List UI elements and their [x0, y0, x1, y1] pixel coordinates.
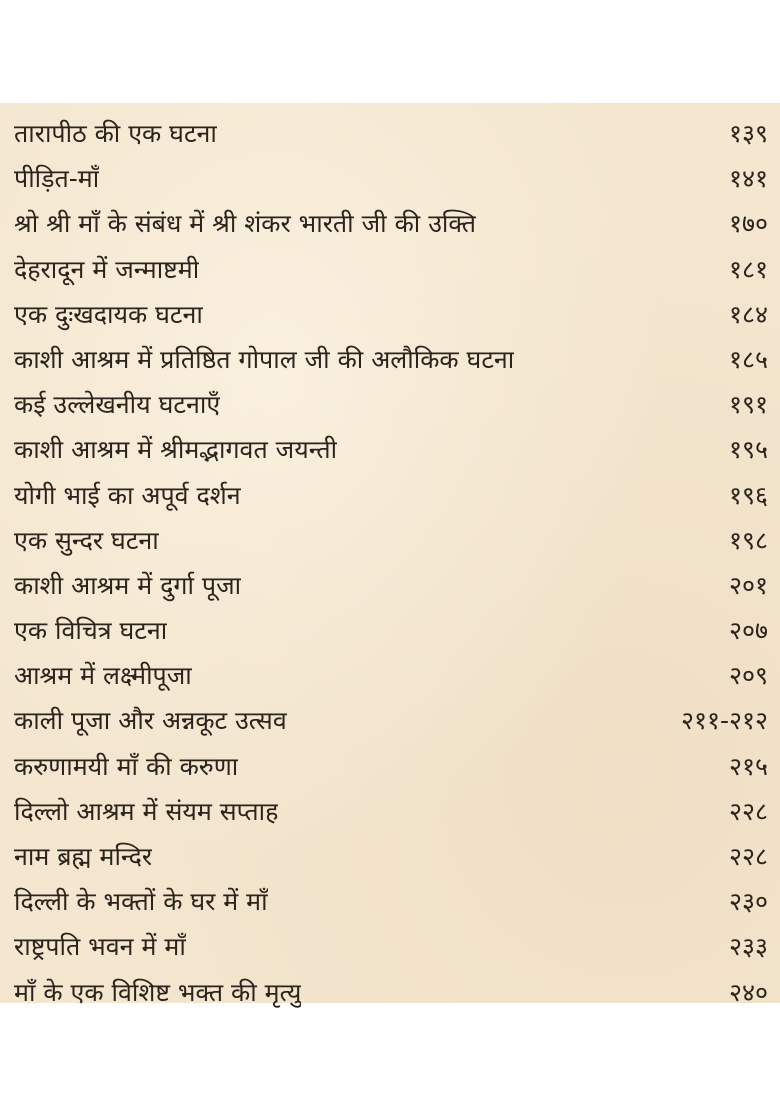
entry-title: देहरादून में जन्माष्टमी	[14, 254, 200, 284]
toc-entry	[14, 473, 768, 518]
table-of-contents	[14, 111, 768, 1015]
toc-entry	[14, 563, 768, 608]
entry-page-number: २०९	[728, 661, 768, 691]
toc-entry	[14, 292, 768, 337]
entry-page-number: २४०	[728, 977, 768, 1007]
entry-page-number: १९८	[728, 525, 768, 555]
entry-title: नाम ब्रह्म मन्दिर	[14, 842, 153, 871]
toc-entry	[14, 744, 768, 789]
entry-title: पीड़ित-माँ	[14, 164, 100, 194]
toc-entry	[14, 970, 768, 1015]
entry-page-number: १४१	[728, 164, 768, 194]
toc-entry	[14, 518, 768, 563]
toc-entry	[14, 427, 768, 472]
entry-title: आश्रम में लक्ष्मीपूजा	[14, 661, 192, 691]
entry-title: योगी भाई का अपूर्व दर्शन	[14, 480, 241, 510]
entry-page-number: २३०	[728, 887, 768, 917]
toc-entry	[14, 924, 768, 969]
toc-entry	[14, 382, 768, 427]
toc-entry	[14, 789, 768, 834]
entry-page-number: १३९	[728, 119, 768, 148]
toc-entry	[14, 156, 768, 201]
toc-entry	[14, 247, 768, 292]
entry-title: एक विचित्र घटना	[14, 616, 168, 646]
entry-page-number: २११-२१२	[680, 706, 768, 736]
entry-title: दिल्ली के भक्तों के घर में माँ	[14, 887, 268, 917]
entry-page-number: १८५	[728, 344, 768, 374]
toc-entry	[14, 653, 768, 698]
entry-title: तारापीठ की एक घटना	[14, 119, 217, 148]
entry-title: एक दुःखदायक घटना	[14, 299, 203, 329]
toc-entry	[14, 201, 768, 246]
entry-title: श्रो श्री माँ के संबंध में श्री शंकर भारती जी की उक्ति	[14, 209, 477, 239]
entry-title: दिल्लो आश्रम में संयम सप्ताह	[14, 796, 279, 826]
entry-page-number: १७०	[728, 209, 768, 239]
entry-page-number: २२८	[728, 796, 768, 826]
entry-page-number: १८४	[728, 299, 768, 329]
toc-entry	[14, 608, 768, 653]
entry-title: करुणामयी माँ की करुणा	[14, 751, 239, 781]
entry-title: एक सुन्दर घटना	[14, 525, 159, 555]
entry-page-number: १८१	[728, 254, 768, 284]
entry-page-number: २२८	[728, 842, 768, 871]
entry-title: माँ के एक विशिष्ट भक्त की मृत्यु	[14, 977, 302, 1007]
entry-page-number: १९५	[728, 435, 768, 465]
entry-title: काली पूजा और अन्नकूट उत्सव	[14, 706, 287, 736]
toc-entry	[14, 337, 768, 382]
entry-page-number: २३३	[728, 932, 768, 962]
toc-entry	[14, 698, 768, 743]
entry-title: कई उल्लेखनीय घटनाएँ	[14, 390, 221, 420]
entry-page-number: २१५	[728, 751, 768, 781]
entry-page-number: १९६	[728, 480, 768, 510]
entry-title: काशी आश्रम में प्रतिष्ठित गोपाल जी की अलौकिक घटना	[14, 344, 515, 374]
entry-title: काशी आश्रम में श्रीमद्भागवत जयन्ती	[14, 435, 338, 465]
toc-entry	[14, 111, 768, 156]
entry-title: राष्ट्रपति भवन में माँ	[14, 932, 186, 962]
entry-page-number: २०१	[728, 570, 768, 600]
entry-page-number: २०७	[728, 616, 768, 646]
toc-entry	[14, 879, 768, 924]
toc-entry	[14, 834, 768, 879]
entry-page-number: १९१	[728, 390, 768, 420]
entry-title: काशी आश्रम में दुर्गा पूजा	[14, 570, 242, 600]
